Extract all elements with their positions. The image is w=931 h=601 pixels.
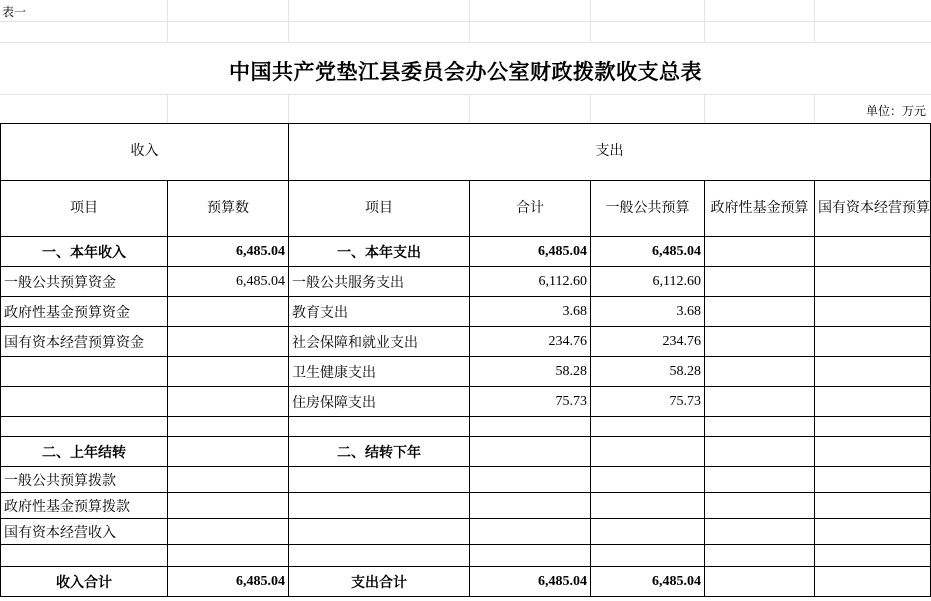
table-row [1, 327, 931, 357]
income-amount [168, 297, 289, 327]
fund-total-amount [705, 567, 815, 597]
empty-cell [591, 545, 705, 567]
general-amount: 75.73 [591, 387, 705, 417]
income-item: 一般公共预算资金 [1, 267, 168, 297]
table-tag: 表一 [2, 5, 27, 19]
table-row [1, 493, 931, 519]
income-item: 一般公共预算拨款 [1, 467, 168, 493]
general-total-amount: 6,485.04 [591, 567, 705, 597]
income-amount: 6,485.04 [168, 267, 289, 297]
fund-amount [705, 519, 815, 545]
fund-amount [705, 387, 815, 417]
state-amount [815, 297, 931, 327]
total-amount [470, 467, 591, 493]
state-amount [815, 237, 931, 267]
empty-cell [705, 417, 815, 437]
table-row [1, 267, 931, 297]
unit-label: 单位：万元 [865, 104, 926, 118]
empty-cell [470, 417, 591, 437]
state-amount [815, 357, 931, 387]
state-amount [815, 467, 931, 493]
total-amount: 6,485.04 [470, 237, 591, 267]
col-state-capital-budget: 国有资本经营预算 [815, 181, 931, 237]
total-amount: 75.73 [470, 387, 591, 417]
empty-cell [1, 417, 168, 437]
expense-header: 支出 [289, 124, 931, 181]
table-row [1, 387, 931, 417]
table-row [1, 467, 931, 493]
income-amount [168, 387, 289, 417]
income-amount [168, 519, 289, 545]
general-amount: 6,112.60 [591, 267, 705, 297]
header-row-2 [1, 181, 931, 237]
total-amount: 234.76 [470, 327, 591, 357]
state-amount [815, 519, 931, 545]
table-row [1, 297, 931, 327]
expense-item: 一般公共服务支出 [289, 267, 470, 297]
general-amount: 234.76 [591, 327, 705, 357]
income-amount [168, 437, 289, 467]
general-amount [591, 437, 705, 467]
empty-cell [705, 545, 815, 567]
empty-cell [1, 545, 168, 567]
empty-cell [168, 417, 289, 437]
col-total: 合计 [470, 181, 591, 237]
empty-cell [815, 545, 931, 567]
income-amount [168, 327, 289, 357]
income-total-amount: 6,485.04 [168, 567, 289, 597]
income-amount: 6,485.04 [168, 237, 289, 267]
general-amount [591, 519, 705, 545]
expense-item: 住房保障支出 [289, 387, 470, 417]
fund-amount [705, 327, 815, 357]
total-amount [470, 493, 591, 519]
expense-total-label: 支出合计 [289, 567, 470, 597]
expense-total-amount: 6,485.04 [470, 567, 591, 597]
expense-item [289, 493, 470, 519]
expense-item: 卫生健康支出 [289, 357, 470, 387]
col-budget: 预算数 [168, 181, 289, 237]
total-amount: 58.28 [470, 357, 591, 387]
total-row [1, 567, 931, 597]
income-total-label: 收入合计 [1, 567, 168, 597]
income-item: 国有资本经营预算资金 [1, 327, 168, 357]
table-row [1, 437, 931, 467]
income-item [1, 357, 168, 387]
fund-amount [705, 357, 815, 387]
col-general-budget: 一般公共预算 [591, 181, 705, 237]
empty-cell [815, 417, 931, 437]
income-item: 政府性基金预算资金 [1, 297, 168, 327]
fiscal-table [0, 123, 931, 597]
total-amount [470, 437, 591, 467]
general-amount [591, 467, 705, 493]
total-amount: 6,112.60 [470, 267, 591, 297]
expense-item: 教育支出 [289, 297, 470, 327]
col-fund-budget: 政府性基金预算 [705, 181, 815, 237]
total-amount: 3.68 [470, 297, 591, 327]
income-header: 收入 [1, 124, 289, 181]
total-amount [470, 519, 591, 545]
state-amount [815, 493, 931, 519]
income-item: 政府性基金预算拨款 [1, 493, 168, 519]
income-item: 国有资本经营收入 [1, 519, 168, 545]
general-amount [591, 493, 705, 519]
income-amount [168, 467, 289, 493]
income-item: 二、上年结转 [1, 437, 168, 467]
fund-amount [705, 437, 815, 467]
col-expense-item: 项目 [289, 181, 470, 237]
page-title: 中国共产党垫江县委员会办公室财政拨款收支总表 [229, 59, 702, 84]
table-row [1, 357, 931, 387]
table-row [1, 545, 931, 567]
state-total-amount [815, 567, 931, 597]
table-row [1, 519, 931, 545]
income-item [1, 387, 168, 417]
general-amount: 6,485.04 [591, 237, 705, 267]
expense-item: 二、结转下年 [289, 437, 470, 467]
empty-cell [168, 545, 289, 567]
income-item: 一、本年收入 [1, 237, 168, 267]
table-row [1, 237, 931, 267]
empty-cell [289, 545, 470, 567]
expense-item: 一、本年支出 [289, 237, 470, 267]
state-amount [815, 267, 931, 297]
col-income-item: 项目 [1, 181, 168, 237]
fund-amount [705, 237, 815, 267]
state-amount [815, 327, 931, 357]
fund-amount [705, 467, 815, 493]
general-amount: 58.28 [591, 357, 705, 387]
state-amount [815, 387, 931, 417]
expense-item [289, 519, 470, 545]
expense-item [289, 467, 470, 493]
fund-amount [705, 267, 815, 297]
general-amount: 3.68 [591, 297, 705, 327]
fund-amount [705, 493, 815, 519]
income-amount [168, 357, 289, 387]
empty-cell [289, 417, 470, 437]
fund-amount [705, 297, 815, 327]
state-amount [815, 437, 931, 467]
empty-cell [591, 417, 705, 437]
income-amount [168, 493, 289, 519]
expense-item: 社会保障和就业支出 [289, 327, 470, 357]
header-row-1 [1, 124, 931, 181]
table-row [1, 417, 931, 437]
empty-cell [470, 545, 591, 567]
